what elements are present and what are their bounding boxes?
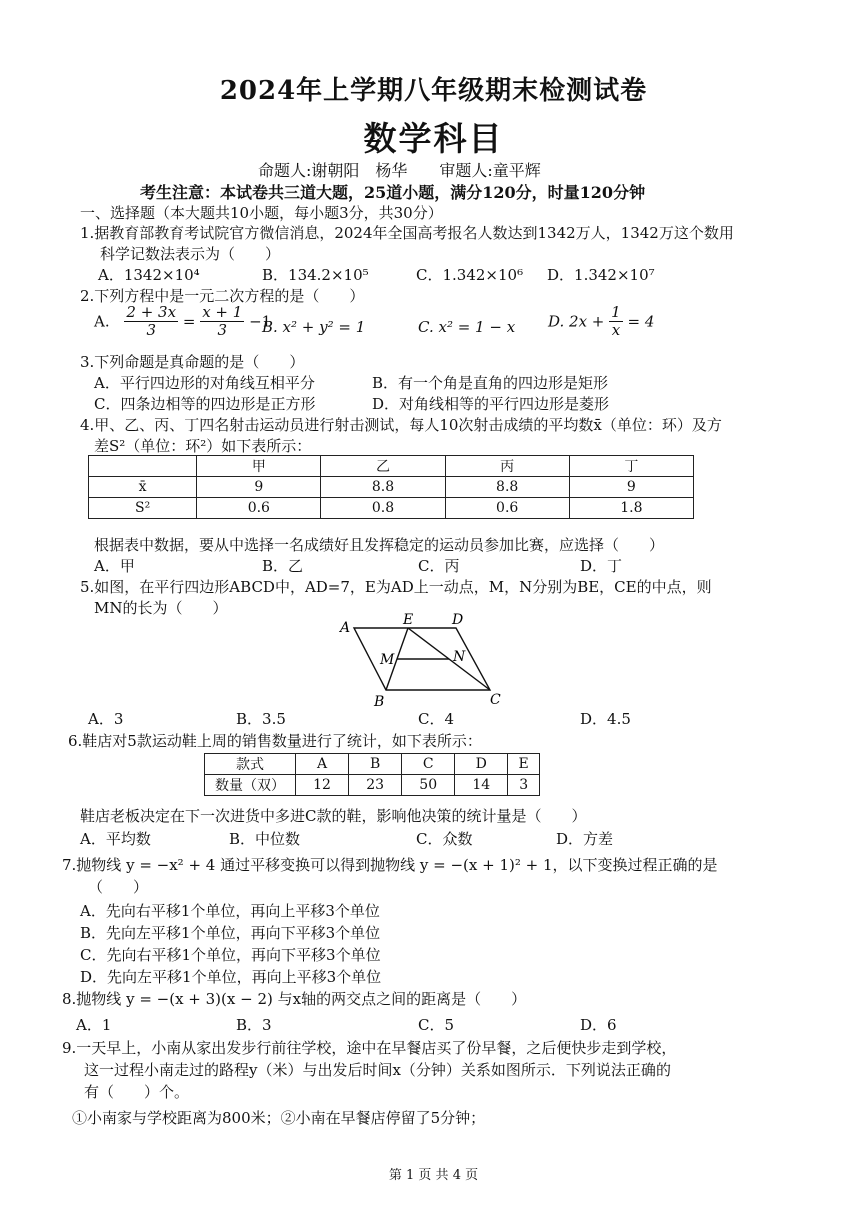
- q5-option-b: B．3.5: [236, 710, 286, 728]
- q4-header-cell: 甲: [197, 456, 321, 477]
- q6-header-cell: E: [508, 754, 540, 775]
- q3-option-a: A．平行四边形的对角线互相平分: [94, 374, 315, 392]
- label-a: A: [340, 620, 351, 636]
- q6-sales-table: [204, 753, 540, 796]
- q7-line2: （ ）: [88, 878, 149, 896]
- q2-stem: 2.下列方程中是一元二次方程的是（ ）: [80, 287, 365, 305]
- q2-a-den2: 3: [217, 321, 228, 339]
- q6-option-d: D．方差: [556, 830, 614, 848]
- q6-option-a: A．平均数: [80, 830, 151, 848]
- q5-option-d: D．4.5: [580, 710, 631, 728]
- q4-option-b: B．乙: [262, 557, 304, 575]
- q4-option-d: D．丁: [580, 557, 623, 575]
- q6-header-cell: A: [296, 754, 349, 775]
- parallelogram-figure: [330, 610, 510, 710]
- label-m: M: [380, 652, 395, 668]
- q2-option-c: C. x² = 1 − x: [418, 318, 516, 336]
- q7-option-d: D．先向左平移1个单位，再向上平移3个单位: [80, 968, 382, 986]
- q2-d-num: 1: [611, 303, 621, 321]
- label-c: C: [490, 692, 501, 708]
- q2-option-a: [94, 304, 271, 350]
- q8-option-a: A．1: [76, 1016, 112, 1034]
- q8-option-b: B．3: [236, 1016, 272, 1034]
- q9-line3: 有（ ）个。: [84, 1083, 190, 1101]
- q9-line2: 这一过程小南走过的路程y（米）与出发后时间x（分钟）关系如图所示．下列说法正确的: [84, 1061, 671, 1079]
- exam-title: 2024年上学期八年级期末检测试卷: [219, 76, 648, 106]
- q4-line1: 4.甲、乙、丙、丁四名射击运动员进行射击测试，每人10次射击成绩的平均数x̄（单位：环）及方: [80, 416, 722, 434]
- q6-header-cell: C: [402, 754, 455, 775]
- q4-row-label: S²: [89, 498, 197, 519]
- q4-cell: 0.8: [321, 498, 445, 519]
- label-n: N: [453, 649, 466, 665]
- q6-header-cell: B: [349, 754, 402, 775]
- q6-stem: 6.鞋店对5款运动鞋上周的销售数量进行了统计，如下表所示：: [68, 732, 482, 750]
- q4-header-cell: 乙: [321, 456, 445, 477]
- q2-a-label: A.: [94, 312, 110, 331]
- q1-line2: 科学记数法表示为（ ）: [100, 245, 281, 263]
- table-row: [205, 775, 540, 796]
- q6-header-cell: D: [455, 754, 508, 775]
- q9-line4: ①小南家与学校距离为800米；②小南在早餐店停留了5分钟；: [72, 1109, 486, 1127]
- q2-d-tail: = 4: [627, 312, 655, 331]
- q4-option-a: A．甲: [94, 557, 135, 575]
- q1-option-d: D．1.342×10⁷: [547, 266, 655, 284]
- q8-stem: 8.抛物线 y = −(x + 3)(x − 2) 与x轴的两交点之间的距离是（ ）: [62, 990, 527, 1008]
- q7-option-c: C．先向右平移1个单位，再向下平移3个单位: [80, 946, 381, 964]
- q2-a-fraction-right: [200, 304, 244, 339]
- q7-option-b: B．先向左平移1个单位，再向下平移3个单位: [80, 924, 381, 942]
- q4-cell: 8.8: [321, 477, 445, 498]
- q2-a-num1: 2 + 3x: [126, 303, 177, 321]
- q6-option-b: B．中位数: [229, 830, 301, 848]
- q4-follow: 根据表中数据，要从中选择一名成绩好且发挥稳定的运动员参加比赛，应选择（ ）: [94, 536, 665, 554]
- q7-option-a: A．先向右平移1个单位，再向上平移3个单位: [80, 902, 380, 920]
- q1-line1: 1.据教育部教育考试院官方微信消息，2024年全国高考报名人数达到1342万人，1342万这个数用: [80, 224, 734, 242]
- q4-cell: 9: [197, 477, 321, 498]
- q4-cell: 0.6: [445, 498, 569, 519]
- label-e: E: [403, 612, 414, 628]
- exam-notice: 考生注意：本试卷共三道大题，25道小题，满分120分，时量120分钟: [140, 183, 646, 202]
- q8-option-c: C．5: [418, 1016, 455, 1034]
- q6-cell: 12: [296, 775, 349, 796]
- q4-option-c: C．丙: [418, 557, 460, 575]
- q5-option-c: C．4: [418, 710, 455, 728]
- q2-a-fraction-left: [124, 304, 178, 339]
- q2-d-den: x: [611, 321, 621, 339]
- q4-cell: 8.8: [445, 477, 569, 498]
- page-number: 第 1 页 共 4 页: [388, 1168, 479, 1183]
- q8-option-d: D．6: [580, 1016, 617, 1034]
- q6-cell: 50: [402, 775, 455, 796]
- q2-a-tail: −1: [249, 312, 272, 331]
- q1-option-a: A．1342×10⁴: [98, 266, 200, 284]
- q4-cell: 0.6: [197, 498, 321, 519]
- q6-header-cell: 款式: [205, 754, 296, 775]
- q9-line1: 9.一天早上，小南从家出发步行前往学校，途中在早餐店买了份早餐，之后便快步走到学校，: [62, 1039, 677, 1057]
- q4-cell: 9: [569, 477, 693, 498]
- q3-stem: 3.下列命题是真命题的是（ ）: [80, 353, 305, 371]
- q5-option-a: A．3: [88, 710, 124, 728]
- q2-a-num2: x + 1: [202, 303, 243, 321]
- q3-option-d: D．对角线相等的平行四边形是菱形: [372, 395, 610, 413]
- table-row: [89, 498, 694, 519]
- subject-title: 数学科目: [363, 119, 504, 158]
- q4-header-cell: [89, 456, 197, 477]
- q4-cell: 1.8: [569, 498, 693, 519]
- authors-line: 命题人:谢朝阳 杨华 审题人:童平辉: [258, 161, 541, 180]
- q6-cell: 14: [455, 775, 508, 796]
- q2-a-den1: 3: [146, 321, 156, 339]
- q4-line2: 差S²（单位：环²）如下表所示：: [94, 437, 312, 455]
- q4-score-table: [88, 455, 694, 519]
- q4-table-header-row: [89, 456, 694, 477]
- q7-line1: 7.抛物线 y = −x² + 4 通过平移变换可以得到抛物线 y = −(x + 1)² + 1，以下变换过程正确的是: [62, 856, 718, 874]
- q4-row-label: x̄: [89, 477, 197, 498]
- q2-a-equals: =: [182, 312, 196, 331]
- q6-follow: 鞋店老板决定在下一次进货中多进C款的鞋，影响他决策的统计量是（ ）: [80, 807, 587, 825]
- q6-cell: 3: [508, 775, 540, 796]
- q6-option-c: C．众数: [416, 830, 473, 848]
- q2-d-label: D. 2x +: [548, 312, 605, 331]
- q3-option-b: B．有一个角是直角的四边形是矩形: [372, 374, 609, 392]
- q3-option-c: C．四条边相等的四边形是正方形: [94, 395, 316, 413]
- q1-option-b: B．134.2×10⁵: [262, 266, 369, 284]
- q2-option-d: [548, 304, 654, 350]
- section-heading: 一、选择题（本大题共10小题，每小题3分，共30分）: [80, 204, 443, 222]
- q6-row-label: 数量（双）: [205, 775, 296, 796]
- q2-option-b: B. x² + y² = 1: [262, 318, 366, 336]
- q4-header-cell: 丙: [445, 456, 569, 477]
- q5-line2: MN的长为（ ）: [94, 599, 228, 617]
- q5-line1: 5.如图，在平行四边形ABCD中，AD=7，E为AD上一动点，M，N分别为BE，CE的中点，则: [80, 578, 712, 596]
- label-b: B: [374, 694, 385, 710]
- label-d: D: [452, 612, 464, 628]
- q6-cell: 23: [349, 775, 402, 796]
- q4-header-cell: 丁: [569, 456, 693, 477]
- q2-d-fraction: [609, 304, 623, 339]
- q6-table-header-row: [205, 754, 540, 775]
- table-row: [89, 477, 694, 498]
- q1-option-c: C．1.342×10⁶: [416, 266, 524, 284]
